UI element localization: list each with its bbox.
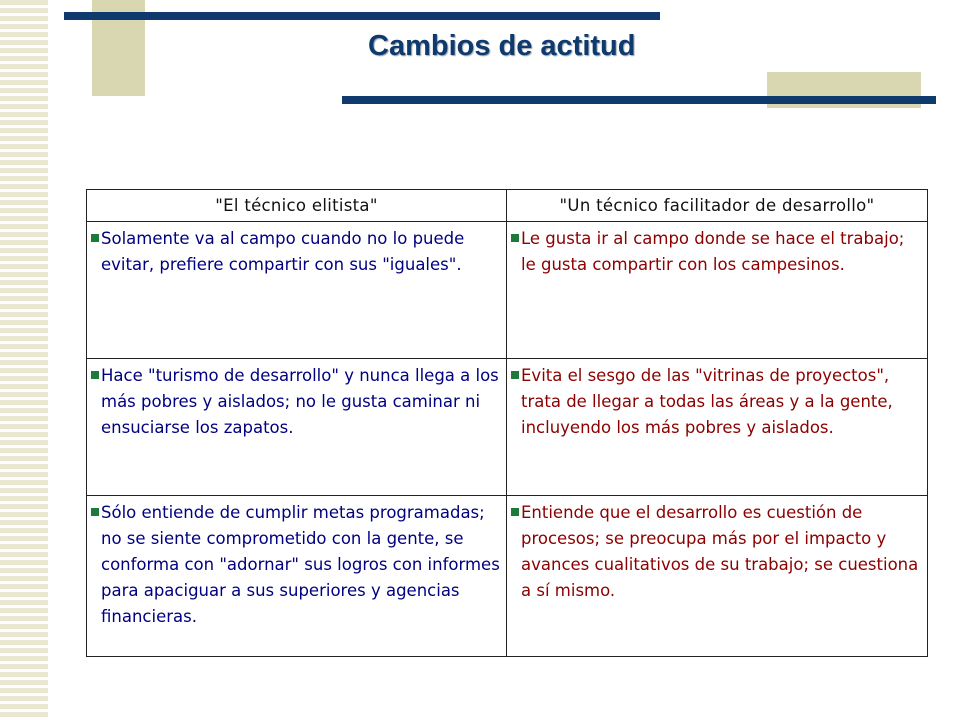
table-row	[87, 222, 928, 359]
cell-facilitator-2	[507, 359, 928, 496]
cell-text: Evita el sesgo de las "vitrinas de proyectos", trata de llegar a todas las áreas y a la gente, incluyendo los más pobres y aislados.	[521, 366, 893, 437]
square-bullet-icon	[511, 371, 519, 379]
deco-bar-bottom	[342, 96, 936, 104]
cell-text: Hace "turismo de desarrollo" y nunca llega a los más pobres y aislados; no le gusta caminar ni ensuciarse los zapatos.	[101, 366, 499, 437]
header-elitist-label: "El técnico elitista"	[215, 196, 378, 215]
cell-elitist-3	[87, 496, 507, 657]
slide-title: Cambios de actitud	[368, 30, 636, 62]
cell-text: Sólo entiende de cumplir metas programadas; no se siente comprometido con la gente, se conforma con "adornar" sus logros con informes para apaciguar a sus superiores y agencias financieras.	[101, 503, 500, 626]
comparison-table	[86, 189, 928, 657]
cell-text: Solamente va al campo cuando no lo puede evitar, prefiere compartir con sus "iguales".	[101, 229, 465, 274]
cell-facilitator-3	[507, 496, 928, 657]
header-facilitator	[507, 190, 928, 222]
cell-facilitator-1	[507, 222, 928, 359]
square-bullet-icon	[91, 371, 99, 379]
cell-elitist-2	[87, 359, 507, 496]
deco-bar-top	[64, 12, 660, 20]
header-elitist	[87, 190, 507, 222]
cell-text: Entiende que el desarrollo es cuestión de procesos; se preocupa más por el impacto y avances cualitativos de su trabajo; se cuestiona a sí mismo.	[521, 503, 919, 600]
comparison-table-container	[86, 189, 928, 657]
table-row	[87, 496, 928, 657]
table-row	[87, 359, 928, 496]
square-bullet-icon	[511, 234, 519, 242]
cell-text: Le gusta ir al campo donde se hace el trabajo; le gusta compartir con los campesinos.	[521, 229, 905, 274]
header-facilitator-label: "Un técnico facilitador de desarrollo"	[559, 196, 875, 215]
square-bullet-icon	[91, 234, 99, 242]
square-bullet-icon	[511, 508, 519, 516]
square-bullet-icon	[91, 508, 99, 516]
cell-elitist-1	[87, 222, 507, 359]
left-stripe-decoration	[0, 0, 48, 720]
table-header-row	[87, 190, 928, 222]
